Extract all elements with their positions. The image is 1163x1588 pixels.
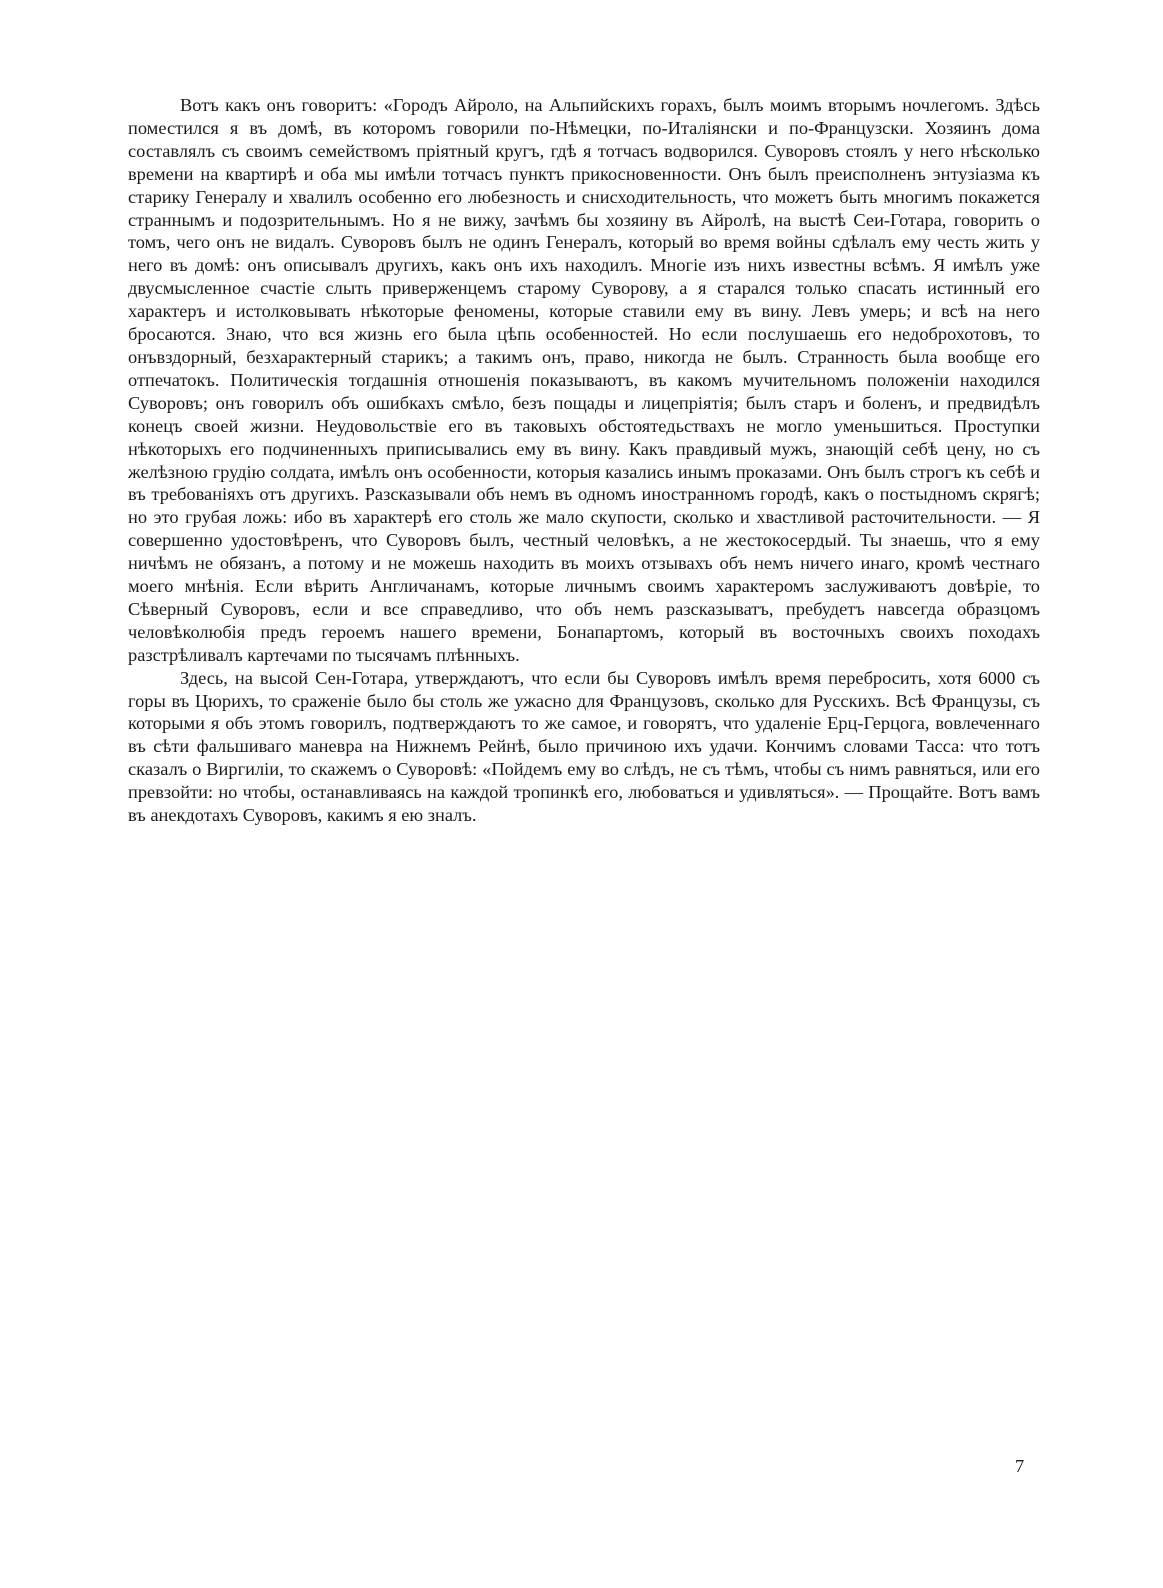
page-number: 7	[1015, 1456, 1025, 1476]
document-body	[128, 94, 1040, 827]
paragraph: Здесь, на высой Сен-Готара, утверждаютъ, что если бы Суворовъ имѣлъ время перебросить, хотя 6000 съ горы въ Цюрихъ, то сраженіе было бы столь же ужасно для Французовъ, сколько для Русскихъ. Всѣ Французы, съ которыми я объ этомъ говорилъ, подтверждаютъ то же самое, и говорятъ, что удаленіе Ерц-Герцога, вовлеченнаго въ сѣти фальшиваго маневра на Нижнемъ Рейнѣ, было причиною ихъ удачи. Кончимъ словами Тасса: что тотъ сказалъ о Виргиліи, то скажемъ о Суворовѣ: «Пойдемъ ему во слѣдъ, не съ тѣмъ, чтобы съ нимъ равняться, или его превзойти: но чтобы, останавливаясь на каждой тропинкѣ его, любоваться и удивляться». — Прощайте. Вотъ вамъ въ анекдотахъ Суворовъ, какимъ я ею зналъ.	[128, 667, 1040, 826]
paragraph: Вотъ какъ онъ говоритъ: «Городъ Айроло, на Альпийскихъ горахъ, былъ моимъ вторымъ ночлегомъ. Здѣсь поместился я въ домѣ, въ которомъ говорили по-Нѣмецки, по-Италіянски и по-Французски. Хозяинъ дома составлялъ съ своимъ семействомъ пріятный кругъ, гдѣ я тотчасъ водворился. Суворовъ стоялъ у него нѣсколько времени на квартирѣ и оба мы имѣли тотчасъ пунктъ прикосновенности. Онъ былъ преисполненъ энтузіазма къ старику Генералу и хвалилъ особенно его любезность и снисходительность, что можетъ быть многимъ покажется страннымъ и подозрительнымъ. Но я не вижу, зачѣмъ бы хозяину въ Айролѣ, на выстѣ Сеи-Готара, говорить о томъ, чего онъ не видалъ. Суворовъ былъ не одинъ Генералъ, который во время войны сдѣлалъ ему честь жить у него въ домѣ: онъ описывалъ другихъ, какъ онъ ихъ находилъ. Многіе изъ нихъ известны всѣмъ. Я имѣлъ уже двусмысленное счастіе слыть приверженцемъ старому Суворову, а я старался только спасать истинный его характеръ и истолковывать нѣкоторые феномены, которые ставили ему въ вину. Левъ умерь; и всѣ на него бросаются. Знаю, что вся жизнь его была цѣпь особенностей. Но если послушаешь его недоброхотовъ, то онъвздорный, безхарактерный старикъ; а такимъ онъ, право, никогда не былъ. Странность была вообще его отпечатокъ. Политическія тогдашнія отношенія показываютъ, въ какомъ мучительномъ положеніи находился Суворовъ; онъ говорилъ объ ошибкахъ смѣло, безъ пощады и лицепріятія; былъ старъ и боленъ, и предвидѣлъ конецъ своей жизни. Неудовольствіе его въ таковыхъ обстоятедьствахъ не могло уменьшиться. Проступки нѣкоторыхъ его подчиненныхъ приписывались ему въ вину. Какъ правдивый мужъ, знающій себѣ цену, но съ желѣзною грудію солдата, имѣлъ онъ особенности, которыя казались инымъ проказами. Онъ былъ строгъ къ себѣ и въ требованіяхъ отъ другихъ. Разсказывали объ немъ въ одномъ иностранномъ городѣ, какъ о постыдномъ скрягѣ; но это грубая ложь: ибо въ характерѣ его столь же мало скупости, сколько и хвастливой расточительности. — Я совершенно удостовѣренъ, что Суворовъ былъ, честный человѣкъ, а не жестокосердый. Ты знаешь, что я ему ничѣмъ не обязанъ, а потому и не можешь находить въ моихъ отзывахъ объ немъ ничего инаго, кромѣ честнаго моего мнѣнія. Если вѣрить Англичанамъ, которые личнымъ своимъ характеромъ заслуживаютъ довѣріе, то Сѣверный Суворовъ, если и все справедливо, что объ немъ разсказыватъ, пребудетъ навсегда образцомъ человѣколюбія предъ героемъ нашего времени, Бонапартомъ, который въ восточныхъ своихъ походахъ разстрѣливалъ картечами по тысячамъ плѣнныхъ.	[128, 95, 1040, 665]
